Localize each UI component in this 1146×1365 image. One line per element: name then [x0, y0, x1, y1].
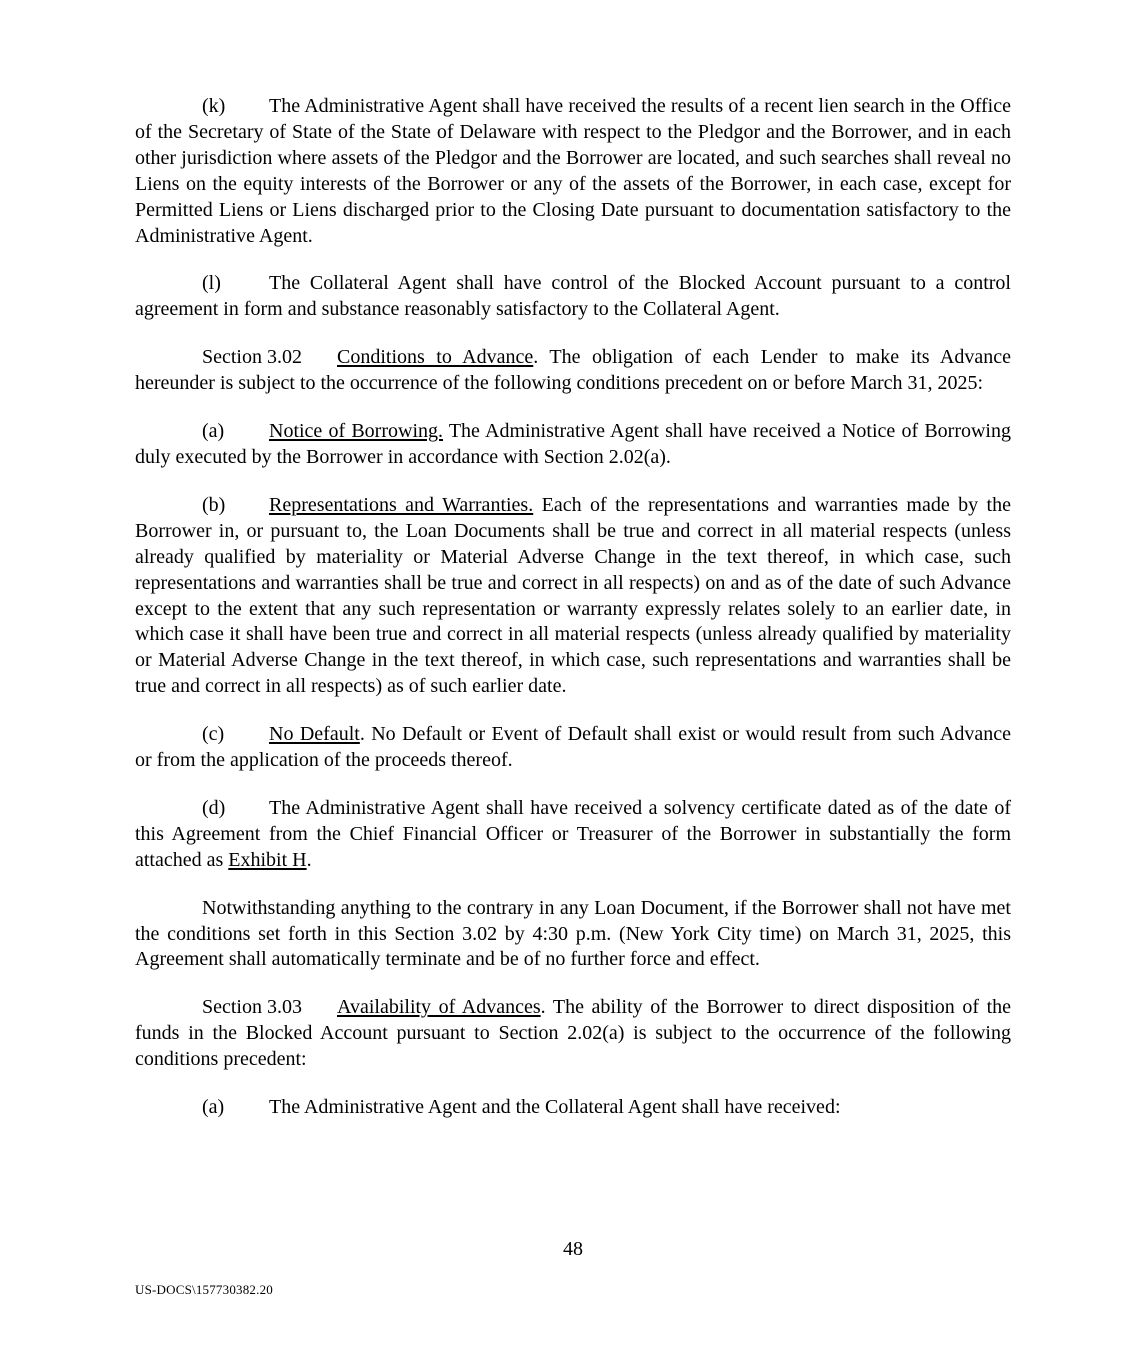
- condition-b: [135, 493, 1011, 700]
- section-3-03: [135, 995, 1011, 1073]
- condition-c: [135, 722, 1011, 774]
- clause-number: (k): [202, 95, 226, 117]
- section-3-02: [135, 345, 1011, 397]
- paragraph-text: Notwithstanding anything to the contrary in any Loan Document, if the Borrower shall not have met the conditions set forth in this Section 3.02 by 4:30 p.m. (New York City time) on March 31, 2025, this Agreement shall automatically terminate and be of no further force and effect.: [135, 896, 1011, 971]
- clause-k: [135, 94, 1011, 249]
- clause-text: . No Default or Event of Default shall exist or would result from such Advance or from the application of the proceeds thereof.: [135, 723, 1011, 772]
- page-number: 48: [563, 1238, 583, 1260]
- section-text: . The obligation of each Lender to make its Advance hereunder is subject to the occurrence of the following conditions precedent on or before March 31, 2025:: [135, 346, 1011, 395]
- document-body: [135, 94, 1011, 1121]
- clause-l: [135, 271, 1011, 323]
- clause-number: (a): [202, 420, 225, 443]
- section-number: Section 3.02: [202, 346, 302, 369]
- clause-title: Representations and Warranties.: [269, 493, 534, 516]
- clause-text: The Administrative Agent and the Collateral Agent shall have received:: [269, 1096, 841, 1119]
- clause-number: (c): [202, 723, 225, 746]
- clause-text-end: .: [306, 848, 312, 871]
- availability-condition-a: [135, 1095, 1011, 1121]
- clause-text: The Administrative Agent shall have received the results of a recent lien search in the Office of the Secretary of State of the State of Delaware with respect to the Pledgor and the Borrower, and in each other jurisdiction where assets of the Pledgor and the Borrower are located, and such searches shall reveal no Liens on the equity interests of the Borrower or any of the assets of the Borrower, in each case, except for Permitted Liens or Liens discharged prior to the Closing Date pursuant to documentation satisfactory to the Administrative Agent.: [135, 95, 1011, 247]
- section-title: Conditions to Advance: [337, 346, 534, 369]
- clause-text: The Collateral Agent shall have control of the Blocked Account pursuant to a control agreement in form and substance reasonably satisfactory to the Collateral Agent.: [135, 272, 1011, 321]
- condition-d: [135, 796, 1011, 874]
- clause-title: No Default: [269, 723, 360, 746]
- clause-text: The Administrative Agent shall have received a Notice of Borrowing duly executed by the Borrower in accordance with Section 2.02(a).: [135, 420, 1011, 468]
- clause-number: (d): [202, 796, 226, 819]
- clause-number: (l): [202, 272, 221, 295]
- notwithstanding-paragraph: [135, 896, 1011, 974]
- clause-title: Notice of Borrowing.: [269, 420, 443, 443]
- clause-text: Each of the representations and warranties made by the Borrower in, or pursuant to, the Loan Documents shall be true and correct in all material respects (unless already qualified by materiality or Material Adverse Change in the text thereof, in which case, such representations and warranties shall be true and correct in all respects) on and as of the date of such Advance except to the extent that any such representation or warranty expressly relates solely to an earlier date, in which case it shall have been true and correct in all material respects (unless already qualified by materiality or Material Adverse Change in the text thereof, in which case, such representations and warranties shall be true and correct in all respects) as of such earlier date.: [135, 493, 1011, 698]
- document-id: US-DOCS\157730382.20: [135, 1282, 273, 1297]
- exhibit-reference: Exhibit H: [228, 848, 307, 871]
- section-text: . The ability of the Borrower to direct disposition of the funds in the Blocked Account pursuant to Section 2.02(a) is subject to the occurrence of the following conditions precedent:: [135, 996, 1012, 1071]
- section-number: Section 3.03: [202, 996, 302, 1019]
- section-title: Availability of Advances: [337, 996, 541, 1019]
- condition-a: [135, 419, 1011, 471]
- clause-text: The Administrative Agent shall have received a solvency certificate dated as of the date of this Agreement from the Chief Financial Officer or Treasurer of the Borrower in substantially the form attached as: [135, 796, 1011, 871]
- clause-number: (a): [202, 1096, 225, 1119]
- clause-number: (b): [202, 493, 226, 516]
